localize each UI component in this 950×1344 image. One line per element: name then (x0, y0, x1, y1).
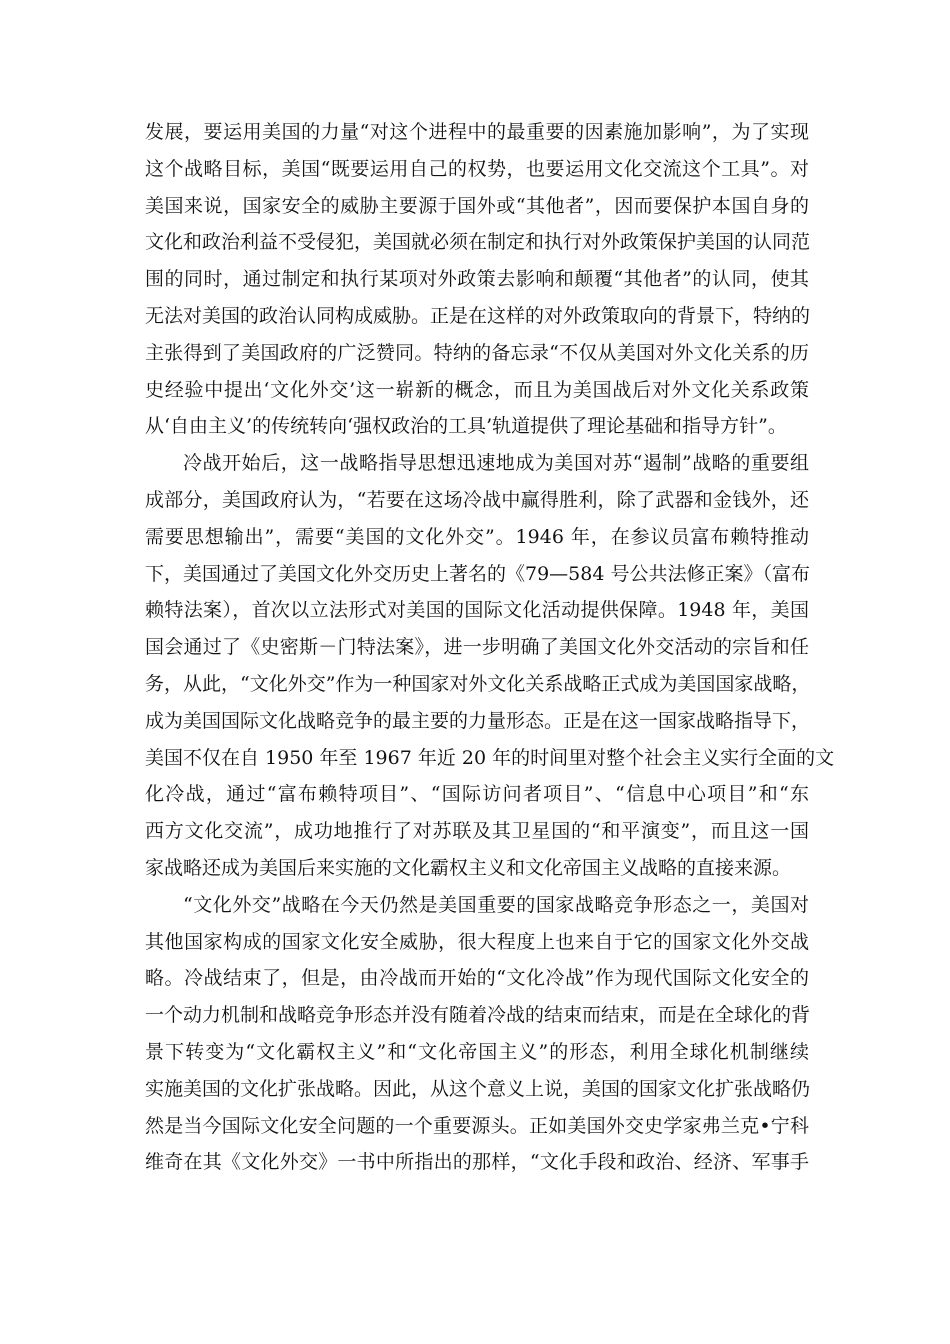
text-line: 从‘自由主义’的传统转向‘强权政治的工具’轨道提供了理论基础和指导方针”。 (145, 415, 787, 438)
paragraph-1 (145, 114, 809, 445)
text-line: 成为美国国际文化战略竞争的最主要的力量形态。正是在这一国家战略指导下， (145, 709, 811, 732)
text-line: 成部分，美国政府认为，“若要在这场冷战中赢得胜利，除了武器和金钱外，还 (145, 488, 809, 511)
text-line: 无法对美国的政治认同构成威胁。正是在这样的对外政策取向的背景下，特纳的 (145, 304, 811, 327)
text-line: 化冷战，通过“富布赖特项目”、“国际访问者项目”、“信息中心项目”和“东 (145, 783, 809, 806)
text-line: 主张得到了美国政府的广泛赞同。特纳的备忘录“不仅从美国对外文化关系的历 (145, 341, 809, 364)
text-line: 文化和政治利益不受侵犯，美国就必须在制定和执行对外政策保护美国的认同范 (145, 231, 811, 254)
paragraph-2 (145, 445, 835, 887)
text-line: 这个战略目标，美国“既要运用自己的权势，也要运用文化交流这个工具”。对 (145, 157, 809, 180)
body-text (145, 114, 835, 1181)
text-line: “文化外交”战略在今天仍然是美国重要的国家战略竞争形态之一，美国对 (183, 893, 809, 916)
text-line: 西方文化交流”，成功地推行了对苏联及其卫星国的“和平演变”，而且这一国 (145, 820, 809, 843)
text-line: 略。冷战结束了，但是，由冷战而开始的“文化冷战”作为现代国际文化安全的 (145, 967, 809, 990)
text-line: 史经验中提出‘文化外交’这一崭新的概念，而且为美国战后对外文化关系政策 (145, 378, 809, 401)
text-line: 实施美国的文化扩张战略。因此，从这个意义上说，美国的国家文化扩张战略仍 (145, 1077, 811, 1100)
text-line: 赖特法案），首次以立法形式对美国的国际文化活动提供保障。1948 年，美国 (145, 599, 809, 622)
text-line: 需要思想输出”，需要“美国的文化外交”。1946 年，在参议员富布赖特推动 (145, 525, 809, 548)
text-line: 维奇在其《文化外交》一书中所指出的那样，“文化手段和政治、经济、军事手 (145, 1151, 809, 1174)
text-line: 冷战开始后，这一战略指导思想迅速地成为美国对苏“遏制”战略的重要组 (183, 452, 809, 475)
text-line: 家战略还成为美国后来实施的文化霸权主义和文化帝国主义战略的直接来源。 (145, 856, 792, 879)
text-line: 务，从此，“文化外交”作为一种国家对外文化关系战略正式成为美国国家战略， (145, 672, 811, 695)
paragraph-3 (145, 887, 809, 1181)
text-line: 一个动力机制和战略竞争形态并没有随着冷战的结束而结束，而是在全球化的背 (145, 1004, 811, 1027)
text-line: 围的同时，通过制定和执行某项对外政策去影响和颠覆“其他者”的认同，使其 (145, 268, 809, 291)
text-line: 下，美国通过了美国文化外交历史上著名的《79—584 号公共法修正案》（富布 (145, 562, 810, 585)
text-line: 发展，要运用美国的力量“对这个进程中的最重要的因素施加影响”，为了实现 (145, 121, 809, 143)
text-line: 然是当今国际文化安全问题的一个重要源头。正如美国外交史学家弗兰克•宁科 (145, 1114, 809, 1137)
text-line: 美国来说，国家安全的威胁主要源于国外或“其他者”，因而要保护本国自身的 (145, 194, 809, 217)
text-line: 景下转变为“文化霸权主义”和“文化帝国主义”的形态，利用全球化机制继续 (145, 1040, 809, 1063)
text-line: 国会通过了《史密斯－门特法案》，进一步明确了美国文化外交活动的宗旨和任 (145, 636, 809, 659)
text-line: 美国不仅在自 1950 年至 1967 年近 20 年的时间里对整个社会主义实行全面的文 (145, 746, 835, 769)
text-line: 其他国家构成的国家文化安全威胁，很大程度上也来自于它的国家文化外交战 (145, 930, 809, 953)
